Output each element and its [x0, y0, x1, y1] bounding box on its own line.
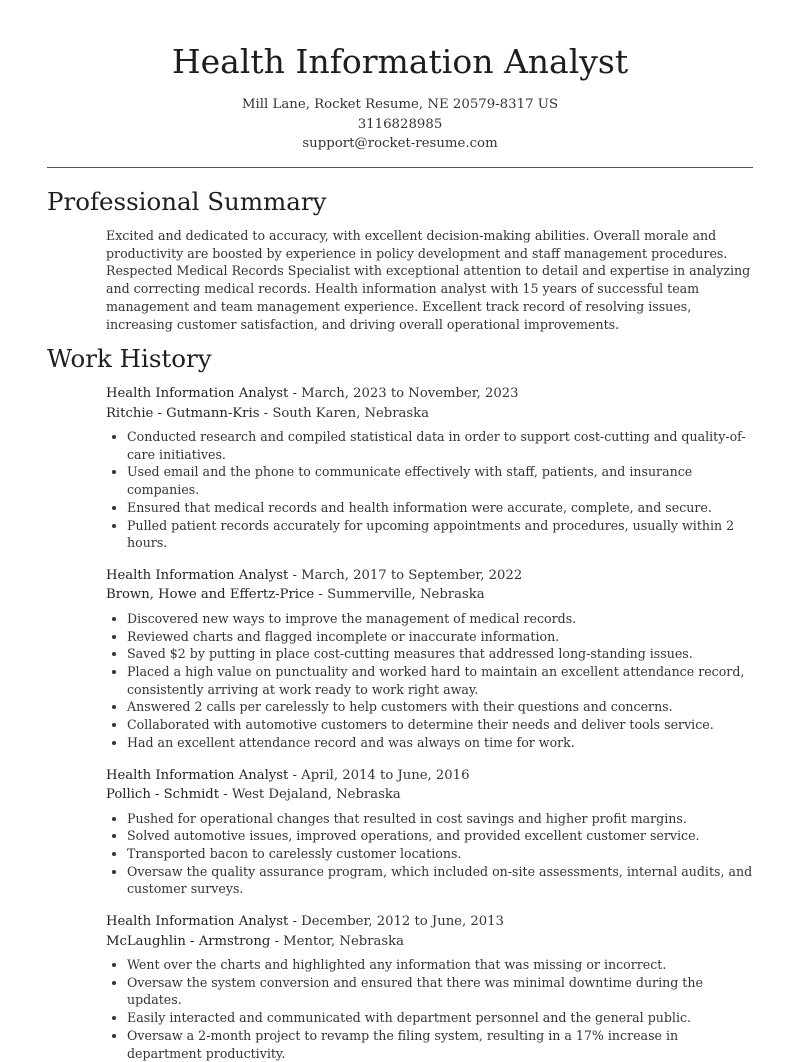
- work-history-section: [47, 344, 753, 1062]
- job-bullet: • Oversaw the quality assurance program, which included on-site assessments, internal audits, and customer surveys.: [127, 863, 753, 898]
- job-bullet-list: [106, 810, 753, 899]
- job-bullet: • Discovered new ways to improve the management of medical records.: [127, 610, 753, 628]
- job-title-line: [106, 566, 753, 586]
- job-dates: December, 2012 to June, 2013: [301, 914, 504, 930]
- company-name: Ritchie - Gutmann-Kris: [106, 405, 260, 421]
- job-bullet: • Easily interacted and communicated with department personnel and the general public.: [127, 1009, 753, 1027]
- job-employer-line: [106, 404, 753, 424]
- job-entry: [106, 766, 753, 899]
- candidate-name: Health Information Analyst: [171, 42, 629, 81]
- job-bullet: • Reviewed charts and flagged incomplete or inaccurate information.: [127, 628, 753, 646]
- job-bullet: • Collaborated with automotive customers to determine their needs and deliver tools service.: [127, 716, 753, 734]
- job-title-line: [106, 766, 753, 786]
- job-entry: [106, 912, 753, 1062]
- separator: -: [259, 405, 273, 421]
- job-bullet: • Saved $2 by putting in place cost-cutting measures that addressed long-standing issues.: [127, 645, 753, 663]
- job-list: [47, 384, 753, 1062]
- job-bullet: • Had an excellent attendance record and was always on time for work.: [127, 734, 753, 752]
- contact-block: [0, 95, 800, 154]
- job-bullet: • Solved automotive issues, improved operations, and provided excellent customer service.: [127, 827, 753, 845]
- job-bullet: • Answered 2 calls per carelessly to help customers with their questions and concerns.: [127, 698, 753, 716]
- job-employer-line: [106, 932, 753, 952]
- job-title: Health Information Analyst: [106, 914, 289, 930]
- job-dates: March, 2023 to November, 2023: [301, 386, 519, 401]
- company-name: Brown, Howe and Effertz-Price: [106, 587, 315, 603]
- job-location: West Dejaland, Nebraska: [231, 787, 401, 803]
- job-employer-line: [106, 585, 753, 605]
- job-title: Health Information Analyst: [106, 386, 289, 401]
- separator: -: [270, 933, 284, 949]
- phone-text: 3116828985: [357, 116, 443, 132]
- job-bullet: • Conducted research and compiled statistical data in order to support cost-cutting and quality-of-care initiatives.: [127, 428, 753, 463]
- job-bullet-list: [106, 956, 753, 1062]
- job-bullet: • Ensured that medical records and health information were accurate, complete, and secure.: [127, 499, 753, 517]
- job-bullet: • Went over the charts and highlighted any information that was missing or incorrect.: [127, 956, 753, 974]
- job-title: Health Information Analyst: [106, 567, 289, 583]
- job-location: Summerville, Nebraska: [327, 587, 485, 603]
- job-bullet: • Pulled patient records accurately for upcoming appointments and procedures, usually within 2 hours.: [127, 517, 753, 552]
- address-text: Mill Lane, Rocket Resume, NE 20579-8317 US: [241, 97, 559, 112]
- job-title-line: [106, 912, 753, 932]
- job-employer-line: [106, 785, 753, 805]
- separator: -: [314, 587, 328, 603]
- header-divider: [47, 167, 753, 168]
- job-bullet: • Pushed for operational changes that resulted in cost savings and higher profit margins.: [127, 810, 753, 828]
- job-dates: April, 2014 to June, 2016: [301, 767, 470, 783]
- job-location: Mentor, Nebraska: [283, 933, 404, 949]
- job-entry: [106, 566, 753, 752]
- resume-header: [0, 0, 800, 154]
- email-text: support@rocket-resume.com: [302, 136, 498, 151]
- job-entry: [106, 384, 753, 552]
- separator: -: [288, 567, 302, 583]
- job-bullet: • Used email and the phone to communicate effectively with staff, patients, and insurance companies.: [127, 463, 753, 498]
- job-bullet: • Oversaw a 2-month project to revamp the filing system, resulting in a 17% increase in department productivity.: [127, 1027, 753, 1062]
- separator: -: [288, 914, 302, 930]
- separator: -: [219, 787, 232, 803]
- job-dates: March, 2017 to September, 2022: [301, 567, 523, 583]
- job-bullet: • Placed a high value on punctuality and worked hard to maintain an excellent attendance record, consistently arriving at work ready to work right away.: [127, 663, 753, 698]
- work-history-heading: Work History: [47, 344, 212, 373]
- job-bullet: • Oversaw the system conversion and ensured that there was minimal downtime during the updates.: [127, 974, 753, 1009]
- job-location: South Karen, Nebraska: [272, 405, 430, 421]
- job-bullet-list: [106, 428, 753, 552]
- summary-section: [47, 187, 753, 333]
- job-bullet: • Transported bacon to carelessly customer locations.: [127, 845, 753, 863]
- summary-heading: Professional Summary: [47, 187, 327, 216]
- job-bullet-list: [106, 610, 753, 752]
- company-name: Pollich - Schmidt: [106, 787, 220, 803]
- company-name: McLaughlin - Armstrong: [106, 933, 271, 949]
- job-title-line: [106, 384, 753, 404]
- separator: -: [288, 386, 302, 401]
- job-title: Health Information Analyst: [106, 767, 289, 783]
- summary-text: Excited and dedicated to accuracy, with excellent decision-making abilities. Overall morale and productivity are boosted by experience in policy development and staff management procedures. Respected Medical Records Specialist with exceptional attention to detail and expertise in analyzing and correcting medical records. Health information analyst with 15 years of successful team management and team management experience. Excellent track record of resolving issues, increasing customer satisfaction, and driving overall operational improvements.: [106, 228, 751, 332]
- separator: -: [288, 767, 302, 783]
